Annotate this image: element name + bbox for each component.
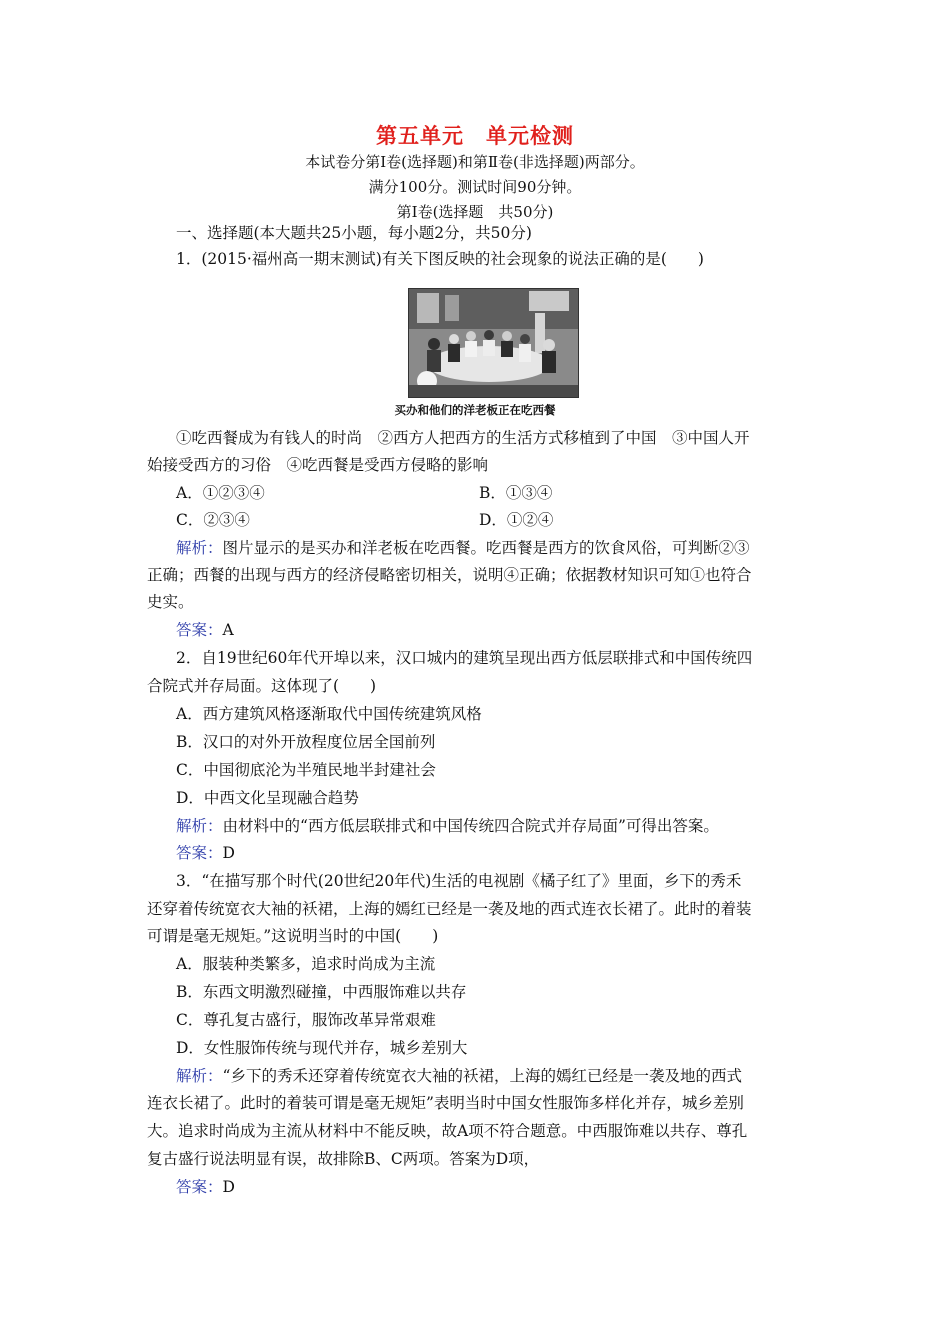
image-caption: 买办和他们的洋老板正在吃西餐 (394, 403, 556, 417)
question-1-stem: 1．(2015·福州高一期末测试)有关下图反映的社会现象的说法正确的是( ) (176, 250, 704, 268)
analysis-label: 解析： (176, 539, 223, 557)
question-3-stem: 3．“在描写那个时代(20世纪20年代)生活的电视剧《橘子红了》里面，乡下的秀禾 (176, 872, 742, 890)
part-heading: 一、选择题(本大题共25小题，每小题2分，共50分) (176, 224, 532, 242)
answer (176, 623, 234, 639)
option-d: D．中西文化呈现融合趋势 (176, 789, 359, 807)
question-2-stem: 2．自19世纪60年代开埠以来，汉口城内的建筑呈现出西方低层联排式和中国传统四 (176, 649, 753, 667)
section-title: 第Ⅰ卷(选择题 共50分) (396, 203, 554, 221)
unit-title: 第五单元 单元检测 (376, 123, 574, 148)
option-b: B．东西文明激烈碰撞，中西服饰难以共存 (176, 983, 467, 1001)
answer-label: 答案： (176, 1178, 223, 1196)
dinner-photo (408, 288, 579, 398)
analysis-label: 解析： (176, 1067, 223, 1085)
analysis (176, 541, 750, 557)
option-c: C．②③④ (176, 511, 250, 529)
question-3-stem: 还穿着传统宽衣大袖的袄裙，上海的嫣红已经是一袭及地的西式连衣长裙了。此时的着装 (147, 900, 752, 918)
question-1-statements: ①吃西餐成为有钱人的时尚 ②西方人把西方的生活方式移植到了中国 ③中国人开 (176, 429, 750, 447)
answer (176, 846, 235, 862)
analysis-text: “乡下的秀禾还穿着传统宽衣大袖的袄裙，上海的嫣红已经是一袭及地的西式 (222, 1067, 742, 1085)
answer-value: D (222, 844, 235, 862)
answer-value: A (222, 621, 234, 639)
answer (176, 1180, 235, 1196)
option-b: B．汉口的对外开放程度位居全国前列 (176, 733, 436, 751)
analysis (176, 819, 719, 835)
answer-value: D (222, 1178, 235, 1196)
option-b: B．①③④ (479, 484, 553, 502)
intro-line: 满分100分。测试时间90分钟。 (368, 178, 582, 196)
question-2-stem: 合院式并存局面。这体现了( ) (147, 677, 377, 695)
option-d: D．①②④ (479, 511, 554, 529)
answer-label: 答案： (176, 844, 223, 862)
analysis-text: 复古盛行说法明显有误，故排除B、C两项。答案为D项， (147, 1150, 540, 1168)
option-c: C．中国彻底沦为半殖民地半封建社会 (176, 761, 436, 779)
option-a: A．服装种类繁多，追求时尚成为主流 (176, 955, 436, 973)
analysis-text: 正确；西餐的出现与西方的经济侵略密切相关，说明④正确；依据教材知识可知①也符合 (147, 566, 752, 584)
intro-line: 本试卷分第Ⅰ卷(选择题)和第Ⅱ卷(非选择题)两部分。 (305, 153, 645, 171)
analysis (176, 1069, 742, 1085)
analysis-text: 图片显示的是买办和洋老板在吃西餐。吃西餐是西方的饮食风俗，可判断②③ (222, 539, 750, 557)
analysis-text: 由材料中的“西方低层联排式和中国传统四合院式并存局面”可得出答案。 (222, 817, 719, 835)
question-1-statements: 始接受西方的习俗 ④吃西餐是受西方侵略的影响 (147, 456, 489, 474)
option-a: A．①②③④ (176, 484, 265, 502)
answer-label: 答案： (176, 621, 223, 639)
option-c: C．尊孔复古盛行，服饰改革异常艰难 (176, 1011, 436, 1029)
analysis-text: 连衣长裙了。此时的着装可谓是毫无规矩”表明当时中国女性服饰多样化并存，城乡差别 (147, 1094, 744, 1112)
analysis-label: 解析： (176, 817, 223, 835)
question-3-stem: 可谓是毫无规矩。”这说明当时的中国( ) (147, 927, 439, 945)
option-d: D．女性服饰传统与现代并存，城乡差别大 (176, 1039, 468, 1057)
analysis-text: 大。追求时尚成为主流从材料中不能反映，故A项不符合题意。中西服饰难以共存、尊孔 (147, 1122, 748, 1140)
option-a: A．西方建筑风格逐渐取代中国传统建筑风格 (176, 705, 482, 723)
analysis-text: 史实。 (147, 593, 194, 611)
